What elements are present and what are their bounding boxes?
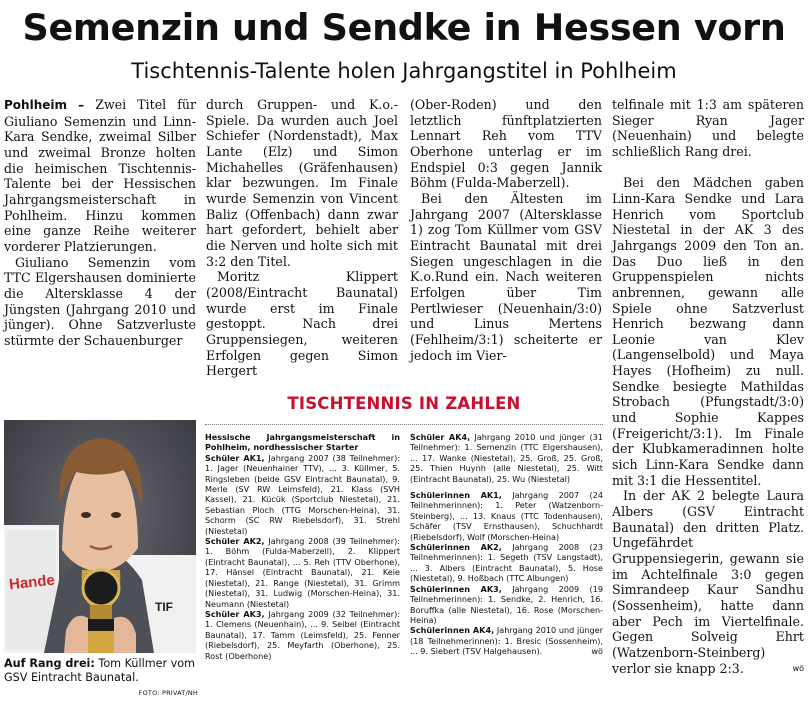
facts-entry-text: Jahrgang 2010 und jünger (18 Teilnehmerinnen): 1. Bresic (Sossenheim), ... 9. Siebert (TSV Halgehausen). <box>410 625 603 657</box>
facts-entry <box>205 536 400 609</box>
facts-entry <box>410 625 603 656</box>
article-paragraph <box>612 488 804 676</box>
article-column-1 <box>4 97 196 349</box>
facts-entry-head: Schüler AK1, <box>205 452 265 463</box>
photo-credit: FOTO: PRIVAT/NH <box>138 689 198 697</box>
photo-caption <box>4 657 198 701</box>
facts-entry-text: Jahrgang 2008 (39 Teilnehmer): 1. Böhm (Fulda-Maberzell), 2. Klippert (Eintracht Baunatal), ... 5. Reh (TTV Oberhone), 17. Hänsel (Eintracht Baunatal), 21. Keie (Niestetal), 21. Range (Niestetal), 31. Grimm (Niestetal), 31. Ludwig (Morschen-Heina), 31. Neumann (Niestetal) <box>205 536 400 609</box>
facts-entry-head: Schülerinnen AK1, <box>410 490 502 501</box>
caption-text: Tom Küllmer vom GSV Eintracht Baunatal. <box>4 657 196 684</box>
headline: Semenzin und Sendke in Hessen vorn <box>22 6 786 49</box>
facts-entry <box>410 542 603 584</box>
facts-box-title: TISCHTENNIS IN ZAHLEN <box>287 394 521 413</box>
article-paragraph: Bei den Mädchen gaben Linn-Kara Sendke und Lara Henrich vom Sportclub Niestetal in der AK 3 des Jahrgangs 2009 den Ton an. Das Duo ließ in den Gruppenspielen nichts anbrennen, gewann alle Spiele ohne Satzverlust Henrich bezwang dann Leonie van Klev (Langenselbold) und Maya Hayes (Hofheim) zu null. Sendke besiegte Mathildas Strobach (Pfungstadt/3:0) und Sophie Kappes (Freigericht/3:1). Im Finale der Klubkameradinnen holte sich Linn-Kara Sendke dann mit 3:1 die Hessentitel. <box>612 175 804 488</box>
article-paragraph: durch Gruppen- und K.o.-Spiele. Da wurden auch Joel Schiefer (Nordenstadt), Max Lante (Elz) und Simon Michahelles (Gräfenhausen) klar bezwungen. Im Finale wurde Semenzin von Vincent Baliz (Offenbach) dann zwar hart gefordert, behielt aber die Nerven und holte sich mit 3:2 den Titel. <box>206 97 398 269</box>
facts-divider <box>205 424 603 425</box>
author-signature: wö <box>792 663 804 673</box>
facts-entry <box>205 609 400 661</box>
article-column-4 <box>612 97 804 676</box>
facts-entry-text: Jahrgang 2009 (19 Teilnehmerinnen): 1. Sendke, 2. Henrich, 16. Boruffka (alle Niestetal), 16. Rose (Morschen-Heina) <box>410 583 603 625</box>
facts-signature: wö <box>591 646 603 657</box>
facts-entry-text: Jahrgang 2010 und jünger (31 Teilnehmer): 1. Semenzin (TTC Elgershausen), ... 17. Wanke (Niestetal), 25. Groß, 25. Groß, 25. Thien Huynh (alle Niestetal), 25. Witt (Eintracht Baunatal), 25. Wu (Niestetal) <box>410 432 603 484</box>
facts-entry-text: Jahrgang 2008 (23 Teilnehmerinnen): 1. Segeth (TSV Langstadt), ... 3. Albers (Eintracht Baunatal), 5. Hose (Niestetal), 9. Hoßbach (TTC Albungen) <box>410 542 603 584</box>
paragraph-text: Zwei Titel für Giuliano Semenzin und Linn-Kara Sendke, zweimal Silber und zweimal Bronze holten die heimischen Tischtennis-Talente bei der Hessischen Jahrgangsmeisterschaft in Pohlheim. Hinzu kommen eine ganze Reihe weiterer vorderer Platzierungen. <box>4 97 196 254</box>
facts-entry-text: Jahrgang 2007 (24 Teilnehmerinnen): 1. Peter (Watzenborn-Steinberg), ... 13. Knaus (TTC Todenhausen), Schäfer (TSV Ernsthausen), Schuchhardt (Riebelsdorf), Wolf (Morschen-Heina) <box>410 490 603 542</box>
caption-lead: Auf Rang drei: <box>4 657 95 670</box>
article-column-2 <box>206 97 398 379</box>
facts-entry <box>205 453 400 536</box>
article-paragraph: Giuliano Semenzin vom TTC Elgershausen dominierte die Altersklasse 4 der Jüngsten (Jahrgang 2010 und jünger). Ohne Satzverluste stürmte der Schauenburger <box>4 254 196 348</box>
facts-entry-head: Schüler AK3, <box>205 608 265 619</box>
facts-entry <box>410 490 603 542</box>
facts-entry-head: Schüler AK4, <box>410 432 471 442</box>
article-column-3 <box>410 97 602 363</box>
facts-entry-text: Jahrgang 2009 (32 Teilnehmer): 1. Clemens (Neuenhain), ... 9. Seibel (Eintracht Baunatal), 17. Tamm (Leimsfeld), 25. Fenner (Riebelsdorf), 25. Meyfarth (Oberhone), 25. Rost (Oberhone) <box>205 608 400 661</box>
facts-column-right <box>410 432 603 657</box>
facts-entry <box>410 432 603 484</box>
facts-entry-head: Schülerinnen AK4, <box>410 625 495 636</box>
facts-entry <box>410 584 603 626</box>
facts-entry-head: Schülerinnen AK3, <box>410 583 502 594</box>
subheadline: Tischtennis-Talente holen Jahrgangstitel in Pohlheim <box>131 59 677 83</box>
article-paragraph: (Ober-Roden) und den letztlich fünftplatzierten Lennart Reh vom TTV Oberhone unterlag er im Endspiel 0:3 gegen Jannik Böhm (Fulda-Maberzell). <box>410 97 602 191</box>
article-paragraph: Bei den Ältesten im Jahrgang 2007 (Altersklasse 1) zog Tom Küllmer vom GSV Eintracht Baunatal mit drei Siegen ungeschlagen in die K.o.Rund ein. Nach weiteren Erfolgen über Tim Pertlwieser (Neuenhain/3:0) und Linus Mertens (Fehlheim/3:1) scheiterte er jedoch im Vier- <box>410 190 602 363</box>
photo-illustration <box>4 420 196 653</box>
article-paragraph <box>4 97 196 255</box>
sign-text: TIF <box>155 600 173 614</box>
paragraph-text: In der AK 2 belegte Laura Albers (GSV Eintracht Baunatal) den dritten Platz. Ungefährdet Gruppensiegerin, gewann sie im Achtelfinale 3:0 gegen Simrandeep Kaur Sandhu (Sossenheim), hatte dann aber Pech im Viertelfinale. Gegen Solveig Ehrt (Watzenborn-Steinberg) verlor sie knapp 2:3. <box>612 488 804 676</box>
facts-entry-text: Jahrgang 2007 (38 Teilnehmer): 1. Jager (Neuenhainer TTV), ... 3. Küllmer, 5. Ringsleben (beide GSV Eintracht Baunatal), 9. Merle (SV RW Leimsfeld), 21. Klass (SVH Kassel), 21. Kücük (Sportclub Niestetal), 21. Sebastian Ploch (TTG Morschen-Heina), 31. Schorm (SC RW Riebelsdorf), 31. Strehl (Niestetal) <box>205 452 400 536</box>
article-paragraph: Moritz Klippert (2008/Eintracht Baunatal) wurde erst im Finale gestoppt. Nach drei Gruppensiegen, weiteren Erfolgen gegen Simon Hergert <box>206 269 398 379</box>
facts-intro: Hessische Jahrgangsmeisterschaft in Pohlheim, nordhessischer Starter <box>205 432 400 453</box>
facts-entry-head: Schüler AK2, <box>205 536 265 547</box>
banner-text: Hande <box>8 571 56 594</box>
facts-column-left <box>205 432 400 661</box>
photo <box>4 420 196 653</box>
article-paragraph: telfinale mit 1:3 am späteren Sieger Ryan Jager (Neuenhain) und belegte schließlich Rang drei. <box>612 97 804 159</box>
dateline: Pohlheim – <box>4 98 85 112</box>
facts-entry-head: Schülerinnen AK2, <box>410 542 502 553</box>
